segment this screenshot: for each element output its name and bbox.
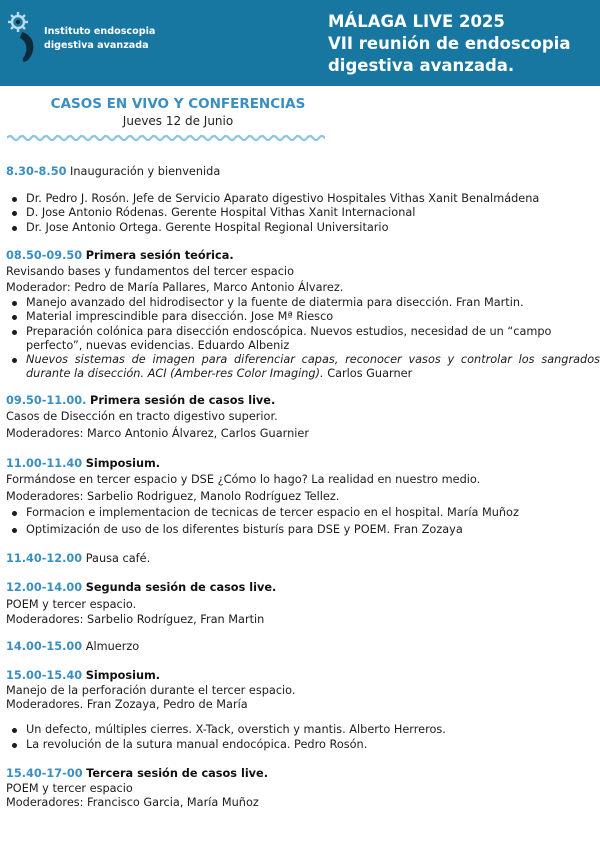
session-first-theory	[6, 248, 234, 263]
talk-list	[6, 506, 600, 538]
institute-logo-icon	[6, 8, 40, 64]
org-line-1: Instituto endoscopia	[44, 26, 156, 37]
session-description: POEM y tercer espacio.	[6, 598, 137, 611]
session-moderators: Moderadores. Fran Zozaya, Pedro de María	[6, 698, 248, 711]
session-description: Formándose en tercer espacio y DSE ¿Cómo lo hago? La realidad en nuestro medio.	[6, 473, 481, 486]
session-lunch	[6, 639, 139, 654]
list-item	[6, 353, 600, 382]
event-line-2: VII reunión de endoscopia	[328, 34, 571, 53]
wave-divider	[7, 133, 325, 143]
session-third-live	[6, 766, 268, 781]
session-title: Primera sesión teórica.	[85, 249, 234, 262]
session-time: 11.40-12.00	[6, 552, 83, 565]
session-description: Revisando bases y fundamentos del tercer espacio	[6, 265, 294, 278]
session-first-live	[6, 393, 275, 408]
talk-speaker: Carlos Guarner	[323, 367, 413, 381]
session-title: Inauguración y bienvenida	[70, 165, 221, 178]
session-title: Almuerzo	[85, 640, 140, 653]
session-time: 15.40-17-00	[6, 767, 83, 780]
org-line-2: digestiva avanzada	[44, 40, 149, 51]
session-title: Tercera sesión de casos live.	[86, 767, 269, 780]
list-item: Preparación colónica para disección endoscópica. Nuevos estudios, necesidad de un “campo perfecto”, nuevas evidencias. Eduardo Albeniz	[6, 325, 600, 354]
session-title: Primera sesión de casos live.	[90, 394, 276, 407]
session-title: Simposium.	[85, 669, 161, 682]
talk-list	[6, 723, 600, 753]
event-line-1: MÁLAGA LIVE 2025	[328, 12, 505, 31]
session-second-live	[6, 580, 276, 595]
list-item: La revolución de la sutura manual endocópica. Pedro Rosón.	[6, 738, 600, 752]
header-banner	[0, 0, 600, 86]
session-moderators: Moderadores: Marco Antonio Álvarez, Carlos Guarnier	[6, 427, 309, 440]
session-time: 08.50-09.50	[6, 249, 83, 262]
session-time: 09.50-11.00.	[6, 394, 87, 407]
list-item: Manejo avanzado del hidrodisector y la fuente de diatermia para disección. Fran Martin.	[6, 296, 600, 310]
session-simposium-2	[6, 668, 160, 683]
session-title: Segunda sesión de casos live.	[85, 581, 277, 594]
list-item: Optimización de uso de los diferentes bisturís para DSE y POEM. Fran Zozaya	[6, 523, 600, 537]
program-title: CASOS EN VIVO Y CONFERENCIAS	[50, 96, 306, 112]
session-description: Casos de Disección en tracto digestivo superior.	[6, 410, 278, 423]
program-date: Jueves 12 de Junio	[122, 114, 234, 128]
list-item: Dr. Jose Antonio Ortega. Gerente Hospital Regional Universitario	[6, 221, 600, 235]
session-moderators: Moderadores: Sarbelio Rodríguez, Fran Martin	[6, 613, 265, 626]
event-title	[328, 11, 570, 77]
list-item: Formacion e implementacion de tecnicas de tercer espacio en el hospital. María Muñoz	[6, 506, 600, 520]
session-simposium-1	[6, 456, 160, 471]
session-opening	[6, 164, 220, 179]
session-moderators: Moderadores: Sarbelio Rodriguez, Manolo Rodríguez Tellez.	[6, 490, 340, 503]
talk-list	[6, 296, 600, 382]
list-item: Un defecto, múltiples cierres. X-Tack, overstich y mantis. Alberto Herreros.	[6, 723, 600, 737]
session-time: 12.00-14.00	[6, 581, 83, 594]
session-title: Simposium.	[85, 457, 161, 470]
session-description: Manejo de la perforación durante el tercer espacio.	[6, 684, 296, 697]
session-time: 8.30-8.50	[6, 165, 67, 178]
session-time: 15.00-15.40	[6, 669, 83, 682]
institute-name	[44, 25, 155, 53]
session-description: POEM y tercer espacio	[6, 782, 133, 795]
talk-title-italic: Nuevos sistemas de imagen para diferenciar capas, reconocer vasos y controlar los sangrados durante la disección. ACI (Amber-res Color Imaging).	[26, 353, 600, 381]
session-time: 11.00-11.40	[6, 457, 83, 470]
session-coffee-break	[6, 551, 150, 566]
session-title: Pausa café.	[85, 552, 151, 565]
event-line-3: digestiva avanzada.	[328, 56, 515, 75]
session-moderators: Moderador: Pedro de María Pallares, Marco Antonio Álvarez.	[6, 281, 344, 294]
session-time: 14.00-15.00	[6, 640, 83, 653]
list-item: Dr. Pedro J. Rosón. Jefe de Servicio Aparato digestivo Hospitales Vithas Xanit Benalmádena	[6, 192, 600, 206]
list-item: D. Jose Antonio Ródenas. Gerente Hospital Vithas Xanit Internacional	[6, 206, 600, 220]
session-moderators: Moderadores: Francisco Garcia, María Muñoz	[6, 796, 259, 809]
list-item: Material imprescindible para disección. Jose Mª Riesco	[6, 310, 600, 324]
speaker-list	[6, 192, 600, 235]
